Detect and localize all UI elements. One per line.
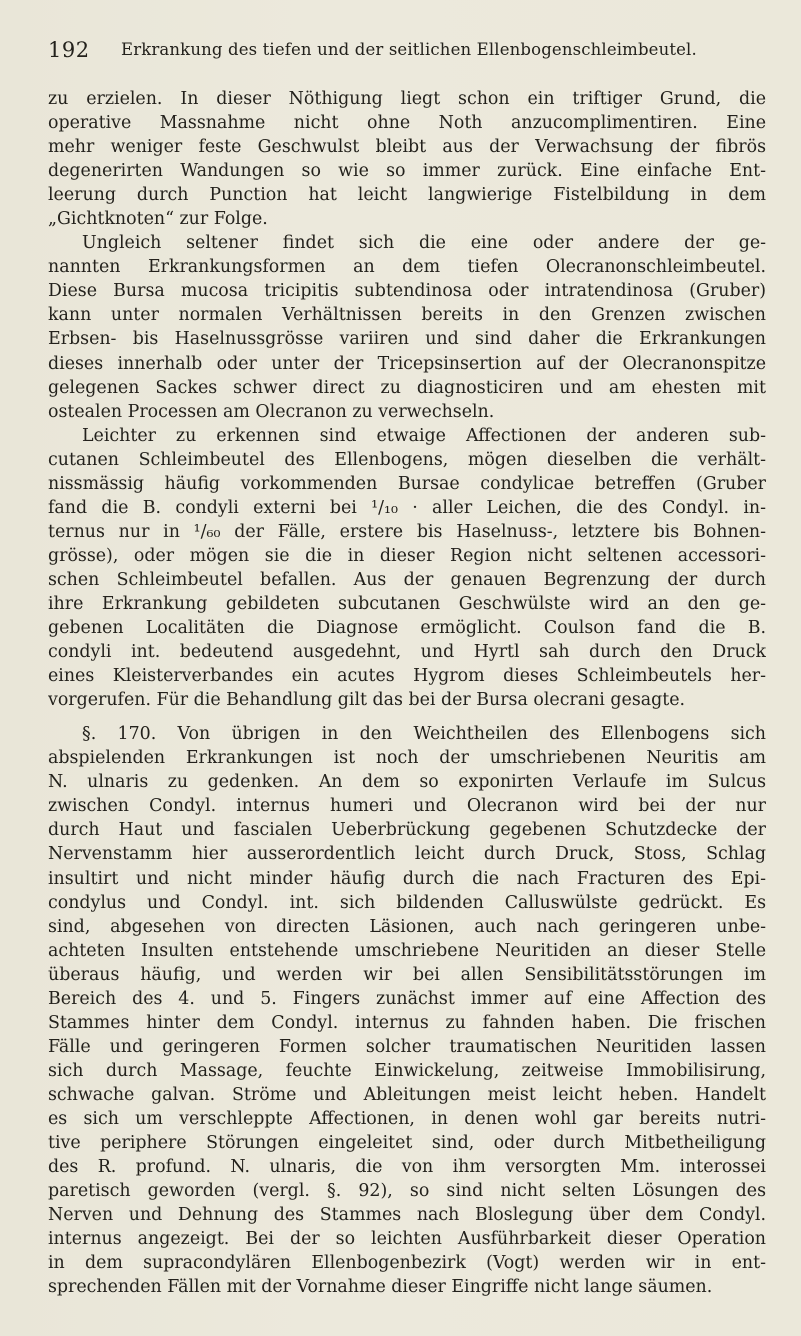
text-line: schwache galvan. Ströme und Ableitungen meist leicht heben. Handelt xyxy=(48,1084,766,1105)
text-line: N. ulnaris zu gedenken. An dem so exponirten Verlaufe im Sulcus xyxy=(48,772,766,793)
paragraph xyxy=(48,424,766,713)
text-line: insultirt und nicht minder häufig durch die nach Fracturen des Epi- xyxy=(48,868,766,889)
text-line: „Gichtknoten“ zur Folge. xyxy=(48,209,268,230)
text-line: des R. profund. N. ulnaris, die von ihm versorgten Mm. interossei xyxy=(48,1157,766,1178)
text-line: vorgerufen. Für die Behandlung gilt das bei der Bursa olecrani gesagte. xyxy=(48,690,686,711)
text-line: condyli int. bedeutend ausgedehnt, und Hyrtl sah durch den Druck xyxy=(48,642,766,663)
text-line: ihre Erkrankung gebildeten subcutanen Geschwülste wird an den ge- xyxy=(48,593,766,614)
text-line: zu erzielen. In dieser Nöthigung liegt schon ein triftiger Grund, die xyxy=(48,89,766,109)
text-line: mehr weniger feste Geschwulst bleibt aus der Verwachsung der fibrös xyxy=(48,137,766,158)
text-line: Diese Bursa mucosa tricipitis subtendinosa oder intratendinosa (Gruber) xyxy=(48,281,766,302)
text-line: abspielenden Erkrankungen ist noch der umschriebenen Neuritis am xyxy=(48,748,766,769)
text-line: es sich um verschleppte Affectionen, in denen wohl gar bereits nutri- xyxy=(48,1108,766,1129)
text-line: fand die B. condyli externi bei ¹/₁₀ · aller Leichen, die des Condyl. in- xyxy=(48,497,766,518)
text-line: Erbsen- bis Haselnussgrösse variiren und sind daher die Erkrankungen xyxy=(48,329,766,350)
text-line: Ungleich seltener findet sich die eine oder andere der ge- xyxy=(82,233,766,254)
text-line: überaus häufig, und werden wir bei allen Sensibilitätsstörungen im xyxy=(48,964,766,985)
text-line: tive periphere Störungen eingeleitet sind, oder durch Mitbetheiligung xyxy=(48,1133,766,1154)
text-line: Nerven und Dehnung des Stammes nach Bloslegung über dem Condyl. xyxy=(48,1205,766,1226)
paragraph-gap xyxy=(48,712,766,722)
text-line: §. 170. Von übrigen in den Weichtheilen des Ellenbogens sich xyxy=(82,724,766,745)
page-number: 192 xyxy=(48,38,90,62)
text-line: ostealen Processen am Olecranon zu verwechseln. xyxy=(48,401,495,422)
text-line: Stammes hinter dem Condyl. internus zu fahnden haben. Die frischen xyxy=(48,1012,766,1033)
text-line: durch Haut und fascialen Ueberbrückung gegebenen Schutzdecke der xyxy=(48,820,766,841)
text-line: cutanen Schleimbeutel des Ellenbogens, mögen dieselben die verhält- xyxy=(48,449,766,470)
text-line: kann unter normalen Verhältnissen bereits in den Grenzen zwischen xyxy=(48,305,766,326)
running-head: Erkrankung des tiefen und der seitlichen Ellenbogenschleimbeutel. xyxy=(121,40,697,59)
text-line: zwischen Condyl. internus humeri und Olecranon wird bei der nur xyxy=(48,796,766,817)
text-line: internus angezeigt. Bei der so leichten Ausführbarkeit dieser Operation xyxy=(48,1229,766,1250)
text-line: nissmässig häufig vorkommenden Bursae condylicae betreffen (Gruber xyxy=(48,473,766,494)
text-line: paretisch geworden (vergl. §. 92), so sind nicht selten Lösungen des xyxy=(48,1181,766,1202)
page-header xyxy=(48,34,768,70)
paragraph xyxy=(48,87,766,231)
text-line: sich durch Massage, feuchte Einwickelung, zeitweise Immobilisirung, xyxy=(48,1060,766,1081)
text-line: schen Schleimbeutel befallen. Aus der genauen Begrenzung der durch xyxy=(48,569,766,590)
text-line: grösse), oder mögen sie die in dieser Region nicht seltenen accessori- xyxy=(48,545,766,566)
paragraph xyxy=(48,231,766,423)
text-line: achteten Insulten entstehende umschriebene Neuritiden an dieser Stelle xyxy=(48,940,766,961)
text-line: in dem supracondylären Ellenbogenbezirk (Vogt) werden wir in ent- xyxy=(48,1253,766,1274)
text-line: degenerirten Wandungen so wie so immer zurück. Eine einfache Ent- xyxy=(48,161,766,182)
text-line: gebenen Localitäten die Diagnose ermöglicht. Coulson fand die B. xyxy=(48,618,766,639)
paragraph xyxy=(48,722,766,1299)
text-line: Nervenstamm hier ausserordentlich leicht durch Druck, Stoss, Schlag xyxy=(48,844,766,865)
text-line: gelegenen Sackes schwer direct zu diagnosticiren und am ehesten mit xyxy=(48,377,766,398)
text-line: condylus und Condyl. int. sich bildenden Calluswülste gedrückt. Es xyxy=(48,892,766,913)
text-line: Bereich des 4. und 5. Fingers zunächst immer auf eine Affection des xyxy=(48,988,766,1009)
text-line: sprechenden Fällen mit der Vornahme dieser Eingriffe nicht lange säumen. xyxy=(48,1277,713,1298)
text-line: dieses innerhalb oder unter der Tricepsinsertion auf der Olecranonspitze xyxy=(48,353,766,374)
text-line: ternus nur in ¹/₆₀ der Fälle, erstere bis Haselnuss-, letztere bis Bohnen- xyxy=(48,521,766,542)
text-line: Leichter zu erkennen sind etwaige Affectionen der anderen sub- xyxy=(82,425,766,446)
text-line: nannten Erkrankungsformen an dem tiefen Olecranonschleimbeutel. xyxy=(48,257,766,278)
text-line: leerung durch Punction hat leicht langwierige Fistelbildung in dem xyxy=(48,185,766,206)
text-line: Fälle und geringeren Formen solcher traumatischen Neuritiden lassen xyxy=(48,1036,766,1057)
body-text xyxy=(48,87,766,1299)
text-line: operative Massnahme nicht ohne Noth anzucomplimentiren. Eine xyxy=(48,113,766,134)
text-line: eines Kleisterverbandes ein acutes Hygrom dieses Schleimbeutels her- xyxy=(48,666,766,687)
text-line: sind, abgesehen von directen Läsionen, auch nach geringeren unbe- xyxy=(48,916,766,937)
